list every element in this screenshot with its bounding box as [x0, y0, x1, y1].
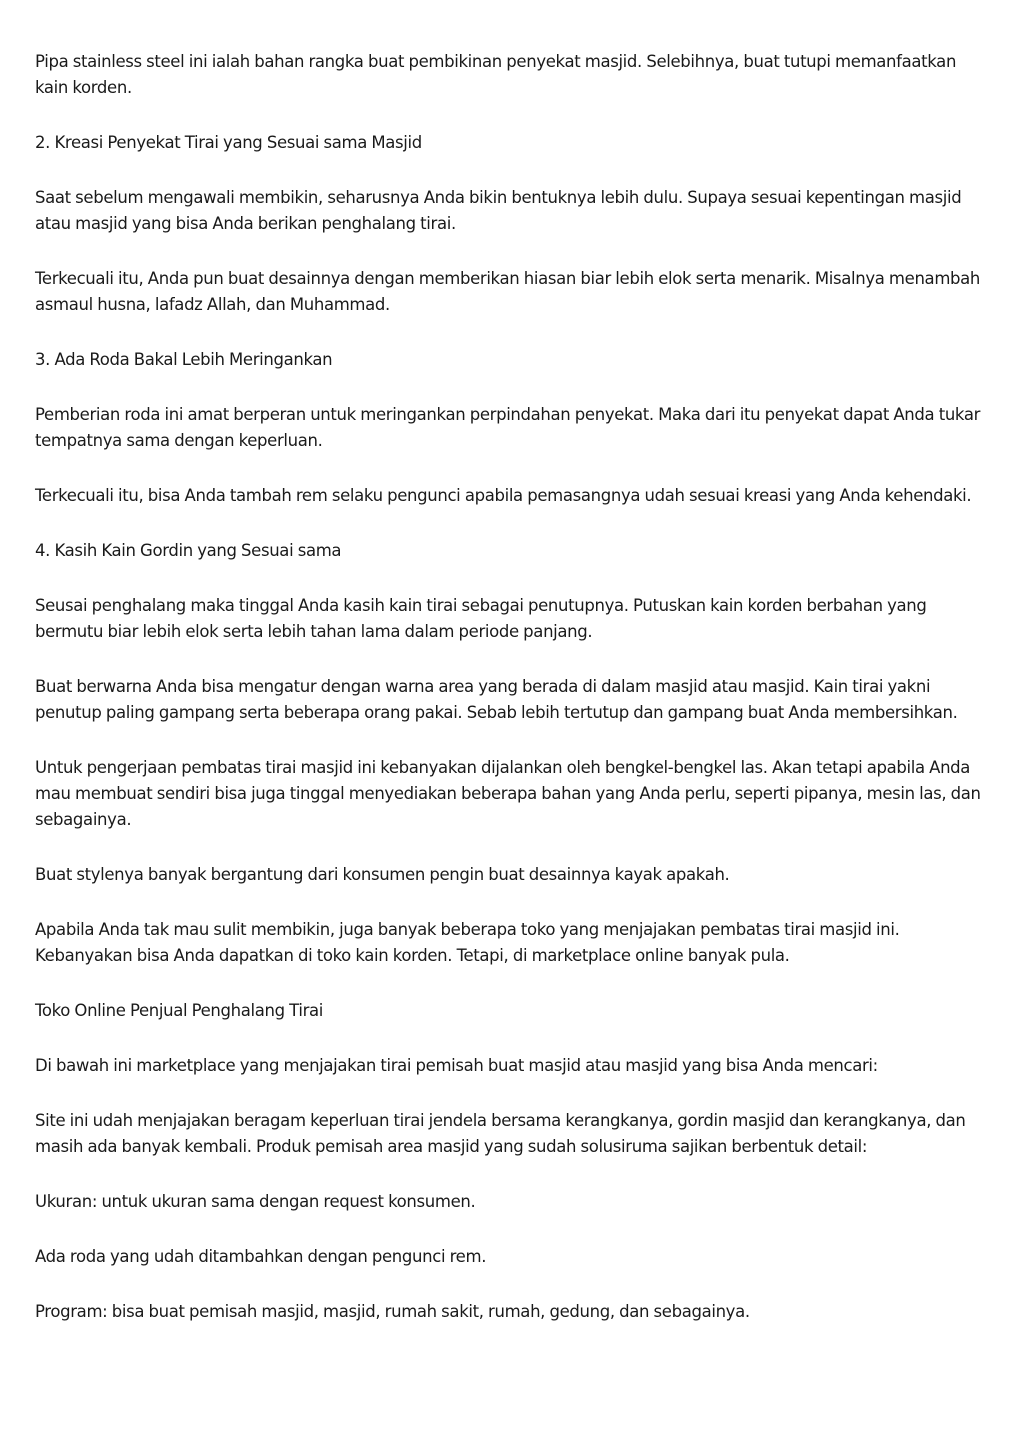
section-heading: 2. Kreasi Penyekat Tirai yang Sesuai sama Masjid	[35, 133, 422, 152]
section-heading: Toko Online Penjual Penghalang Tirai	[35, 1001, 324, 1020]
paragraph: Pemberian roda ini amat berperan untuk meringankan perpindahan penyekat. Maka dari itu penyekat dapat Anda tukar tempatnya sama dengan keperluan.	[35, 405, 981, 450]
section-heading: 4. Kasih Kain Gordin yang Sesuai sama	[35, 541, 342, 560]
paragraph: Terkecuali itu, bisa Anda tambah rem selaku pengunci apabila pemasangnya udah sesuai kreasi yang Anda kehendaki.	[35, 486, 972, 505]
paragraph: Buat berwarna Anda bisa mengatur dengan warna area yang berada di dalam masjid atau masjid. Kain tirai yakni penutup paling gampang serta beberapa orang pakai. Sebab lebih tertutup dan gampang buat Anda membersihkan.	[35, 677, 958, 722]
paragraph: Seusai penghalang maka tinggal Anda kasih kain tirai sebagai penutupnya. Putuskan kain korden berbahan yang bermutu biar lebih elok serta lebih tahan lama dalam periode panjang.	[35, 596, 927, 641]
paragraph: Pipa stainless steel ini ialah bahan rangka buat pembikinan penyekat masjid. Selebihnya, buat tutupi memanfaatkan kain korden.	[35, 52, 957, 97]
document-body	[35, 49, 990, 1354]
paragraph: Program: bisa buat pemisah masjid, masjid, rumah sakit, rumah, gedung, dan sebagainya.	[35, 1302, 750, 1321]
paragraph: Buat stylenya banyak bergantung dari konsumen pengin buat desainnya kayak apakah.	[35, 865, 730, 884]
paragraph: Site ini udah menjajakan beragam keperluan tirai jendela bersama kerangkanya, gordin masjid dan kerangkanya, dan masih ada banyak kembali. Produk pemisah area masjid yang sudah solusiruma sajikan berbentuk detail:	[35, 1111, 966, 1156]
paragraph: Ukuran: untuk ukuran sama dengan request konsumen.	[35, 1192, 476, 1211]
paragraph: Saat sebelum mengawali membikin, seharusnya Anda bikin bentuknya lebih dulu. Supaya sesuai kepentingan masjid atau masjid yang bisa Anda berikan penghalang tirai.	[35, 188, 962, 233]
paragraph: Di bawah ini marketplace yang menjajakan tirai pemisah buat masjid atau masjid yang bisa Anda mencari:	[35, 1056, 878, 1075]
paragraph: Apabila Anda tak mau sulit membikin, juga banyak beberapa toko yang menjajakan pembatas tirai masjid ini. Kebanyakan bisa Anda dapatkan di toko kain korden. Tetapi, di marketplace online banyak pula.	[35, 920, 900, 965]
section-heading: 3. Ada Roda Bakal Lebih Meringankan	[35, 350, 333, 369]
paragraph: Ada roda yang udah ditambahkan dengan pengunci rem.	[35, 1247, 487, 1266]
paragraph: Untuk pengerjaan pembatas tirai masjid ini kebanyakan dijalankan oleh bengkel-bengkel las. Akan tetapi apabila Anda mau membuat sendiri bisa juga tinggal menyediakan beberapa bahan yang Anda perlu, seperti pipanya, mesin las, dan sebagainya.	[35, 758, 981, 829]
paragraph: Terkecuali itu, Anda pun buat desainnya dengan memberikan hiasan biar lebih elok serta menarik. Misalnya menambah asmaul husna, lafadz Allah, dan Muhammad.	[35, 269, 981, 314]
